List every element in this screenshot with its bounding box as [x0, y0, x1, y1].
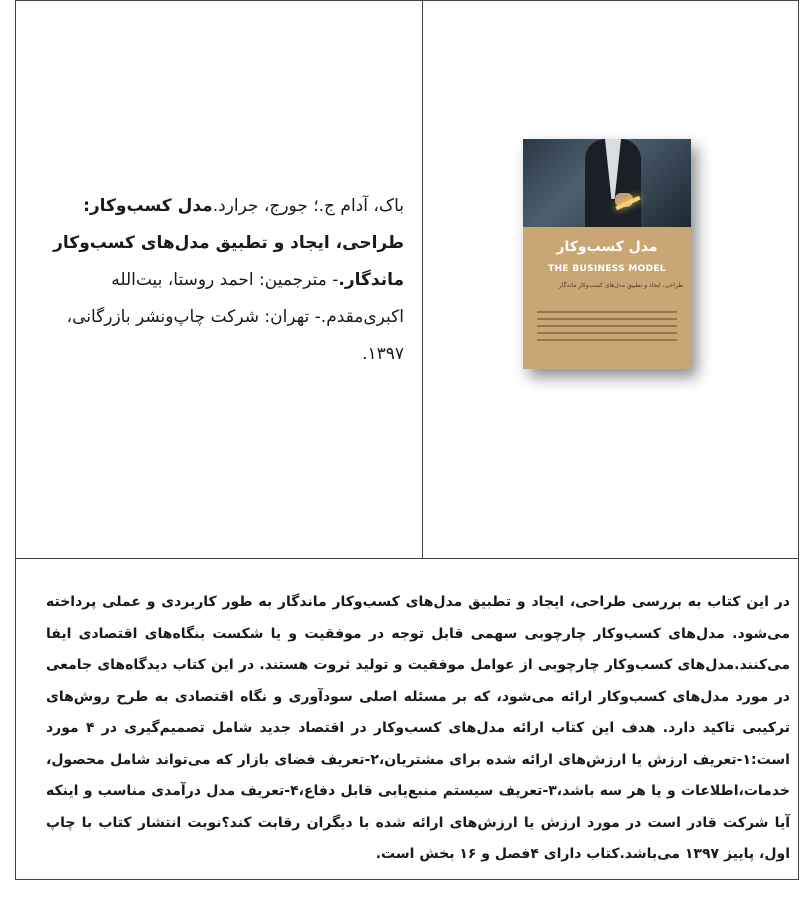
cover-fine-print [537, 311, 677, 346]
citation-authors: باک، آدام ج.؛ جورج، جرارد. [212, 196, 404, 216]
book-record-table [15, 0, 799, 880]
bibliographic-citation [44, 188, 404, 373]
book-cover-image [523, 139, 691, 369]
cover-title: مدل کسب‌وکار [556, 239, 658, 255]
cover-english-title: THE BUSINESS MODEL [548, 264, 666, 274]
cover-businessman-photo [523, 139, 691, 227]
citation-title: مدل کسب‌وکار: طراحی، ایجاد و تطبیق مدل‌های کسب‌وکار ماندگار. [53, 196, 404, 290]
book-description: در این کتاب به بررسی طراحی، ایجاد و تطبیق مدل‌های کسب‌وکار ماندگار به طور کاربردی و عملی پرداخته می‌شود. مدل‌های کسب‌وکار چارچوبی سهمی قابل توجه در موفقیت و یا شکست بنگاه‌های اقتصادی ایفا می‌کنند.مدل‌های کسب‌وکار چارچوبی از عوامل موفقیت و تولید ثروت هستند. در این کتاب دیدگاه‌های جامعی در مورد مدل‌های کسب‌وکار ارائه می‌شود، که بر مسئله اصلی سودآوری و نگاه اقتصادی به طرح روش‌های ترکیبی تاکید دارد. هدف این کتاب ارائه مدل‌های کسب‌وکار در اقتصاد جدید شامل تصمیم‌گیری در ۴ مورد است:۱-تعریف ارزش یا ارزش‌های ارائه شده برای مشتریان،۲-تعریف فضای بازار که می‌تواند شامل محصول، خدمات،اطلاعات و یا هر سه باشد،۳-تعریف سیستم منبع‌یابی قابل دفاع،۴-تعریف مدل درآمدی مناسب و اینکه آیا شرکت قادر است در مورد ارزش یا ارزش‌های ارائه شده با دیگران رقابت کند؟نوبت انتشار کتاب با چاپ اول، پاییز ۱۳۹۷ می‌باشد.کتاب دارای ۴فصل و ۱۶ بخش است. [46, 594, 790, 862]
citation-publication: - مترجمین: احمد روستا، بیت‌الله اکبری‌مقدم.- تهران: شرکت چاپ‌ونشر بازرگانی، ۱۳۹۷. [66, 270, 404, 364]
column-divider [422, 1, 423, 558]
row-divider [16, 558, 798, 559]
cover-subtitle: طراحی، ایجاد و تطبیق مدل‌های کسب‌وکار ماندگار [558, 282, 683, 289]
